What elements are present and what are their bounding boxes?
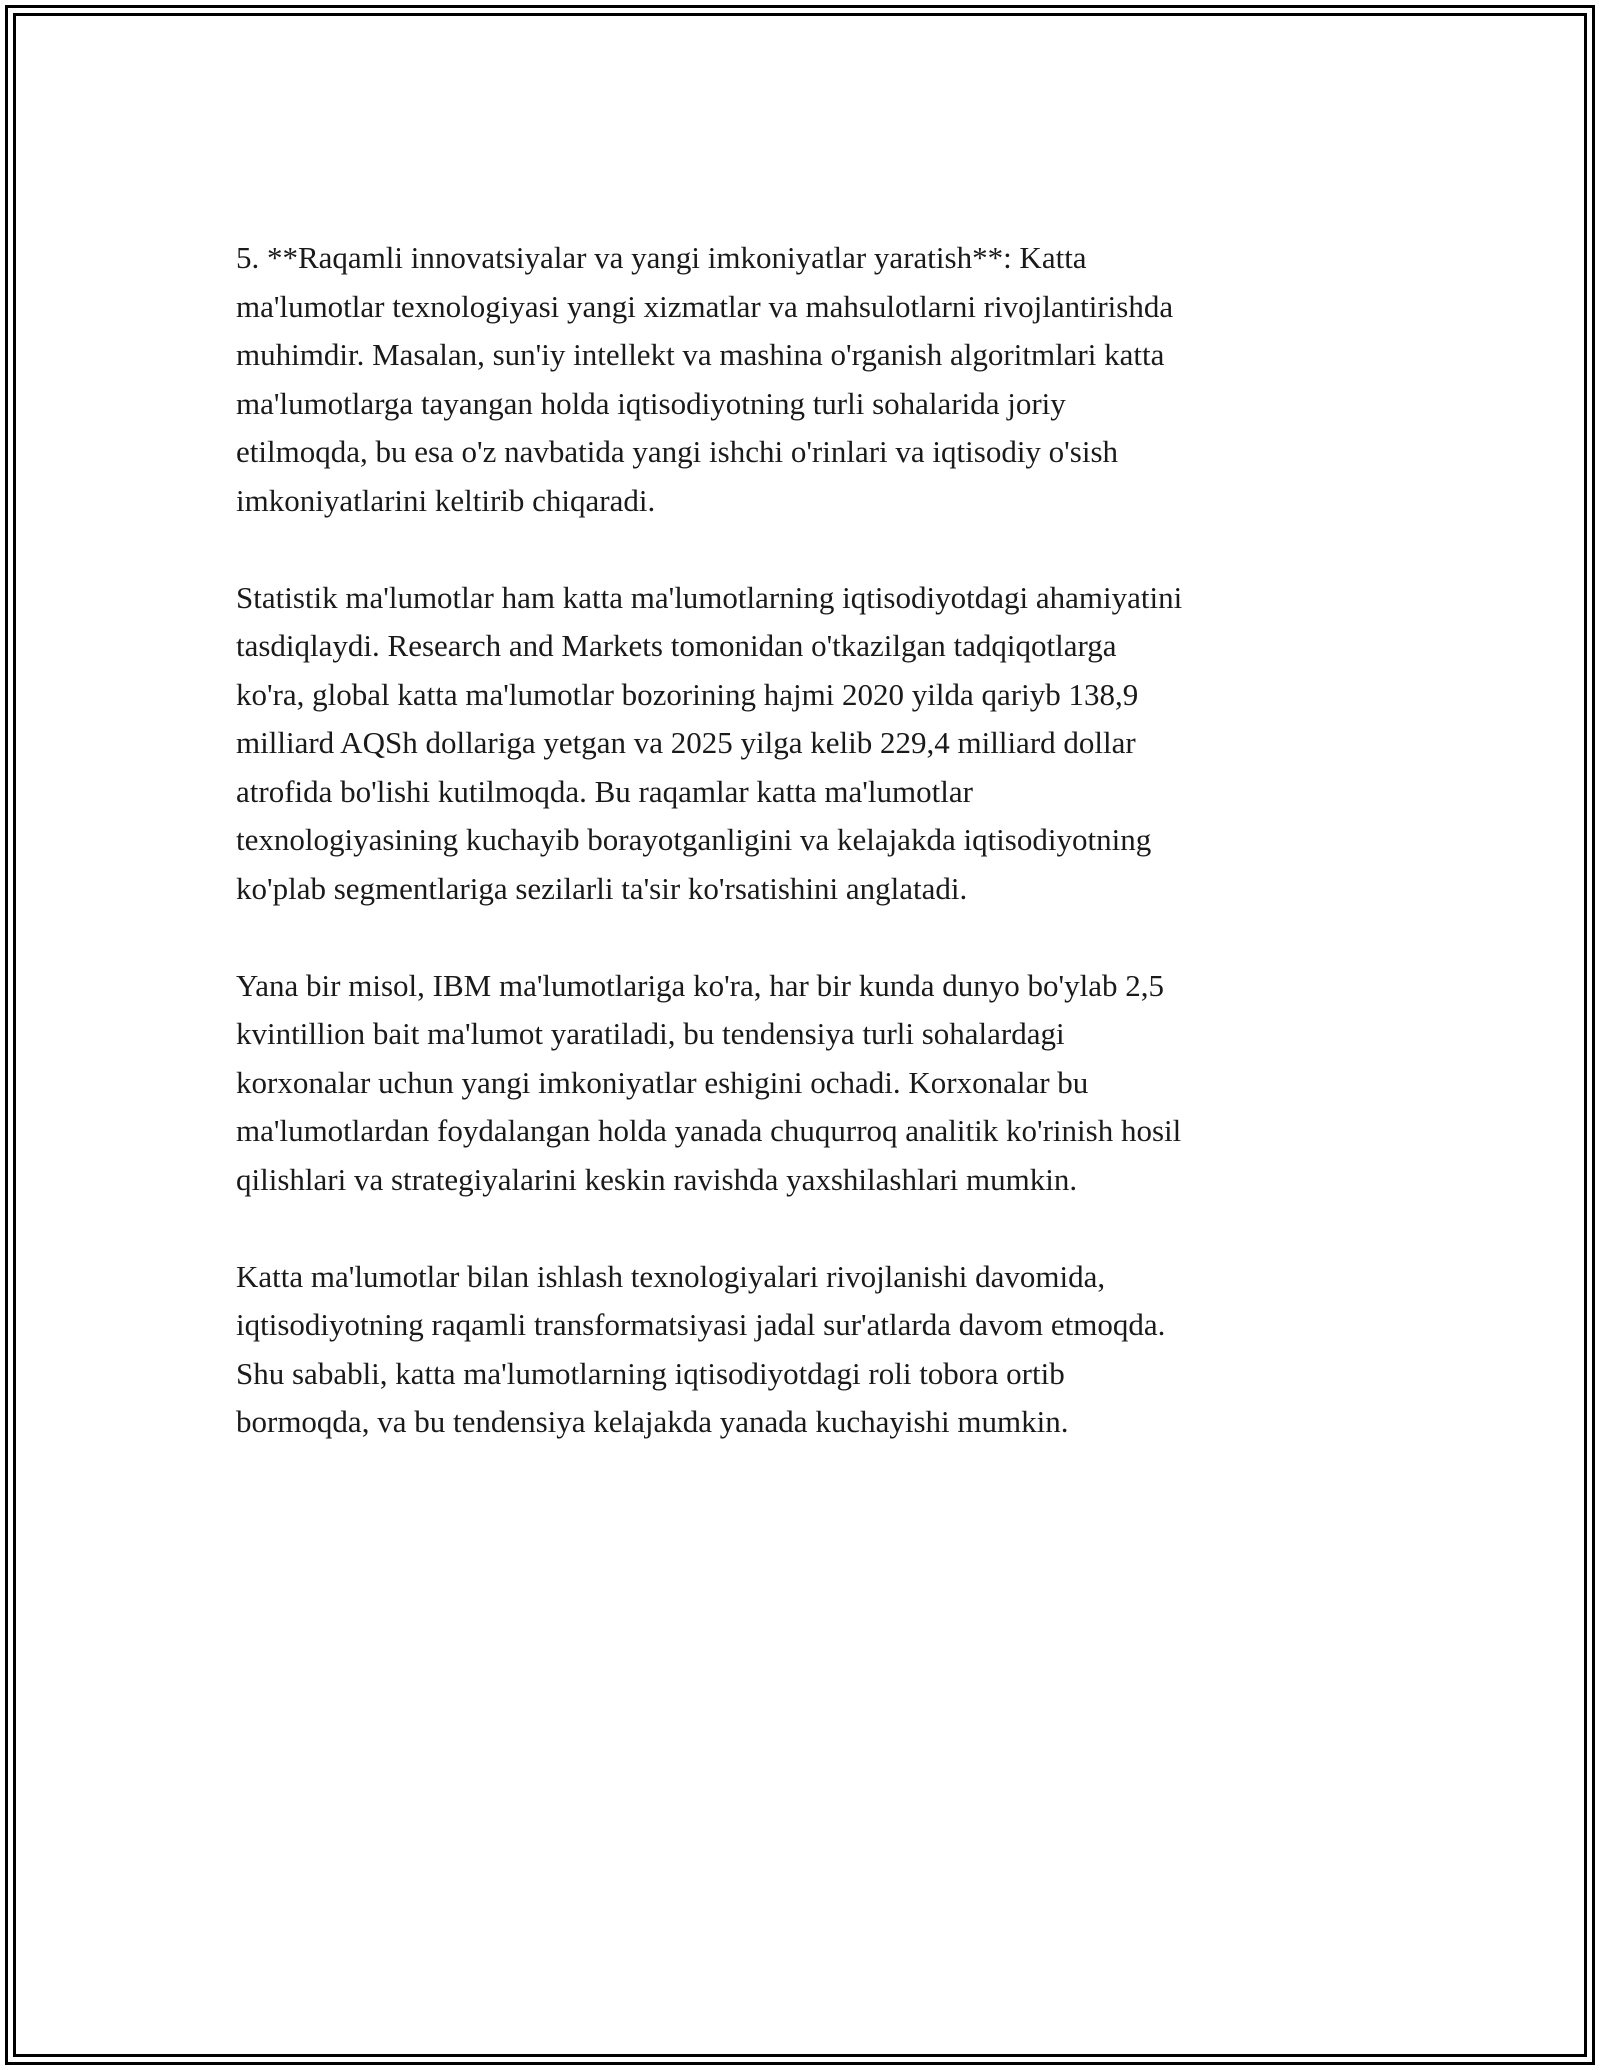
paragraph-ibm-example: Yana bir misol, IBM ma'lumotlariga ko'ra, har bir kunda dunyo bo'ylab 2,5 kvintillion bait ma'lumot yaratiladi, bu tendensiya turli sohalardagi korxonalar uchun yangi imkoniyatlar eshigini ochadi. Korxonalar bu ma'lumotlardan foydalangan holda yanada chuqurroq analitik ko'rinish hosil qilishlari va strategiyalarini keskin ravishda yaxshilashlari mumkin. [236,967,1182,1197]
paragraph-digital-innovations: 5. **Raqamli innovatsiyalar va yangi imkoniyatlar yaratish**: Katta ma'lumotlar texnologiyasi yangi xizmatlar va mahsulotlarni rivojlantirishda muhimdir. Masalan, sun'iy intellekt va mashina o'rganish algoritmlari katta ma'lumotlarga tayangan holda iqtisodiyotning turli sohalarida joriy etilmoqda, bu esa o'z navbatida yangi ishchi o'rinlari va iqtisodiy o'sish imkoniyatlarini keltirib chiqaradi. [236,240,1174,518]
paragraph-statistics: Statistik ma'lumotlar ham katta ma'lumotlarning iqtisodiyotdagi ahamiyatini tasdiqlaydi. Research and Markets tomonidan o'tkazilgan tadqiqotlarga ko'ra, global katta ma'lumotlar bozorining hajmi 2020 yilda qariyb 138,9 milliard AQSh dollariga yetgan va 2025 yilga kelib 229,4 milliard dollar atrofida bo'lishi kutilmoqda. Bu raqamlar katta ma'lumotlar texnologiyasining kuchayib borayotganligini va kelajakda iqtisodiyotning ko'plab segmentlariga sezilarli ta'sir ko'rsatishini anglatadi. [236,579,1183,906]
document-body [236,234,1386,1495]
paragraph-conclusion: Katta ma'lumotlar bilan ishlash texnologiyalari rivojlanishi davomida, iqtisodiyotning raqamli transformatsiyasi jadal sur'atlarda davom etmoqda. Shu sababli, katta ma'lumotlarning iqtisodiyotdagi roli tobora ortib bormoqda, va bu tendensiya kelajakda yanada kuchayishi mumkin. [236,1258,1166,1439]
